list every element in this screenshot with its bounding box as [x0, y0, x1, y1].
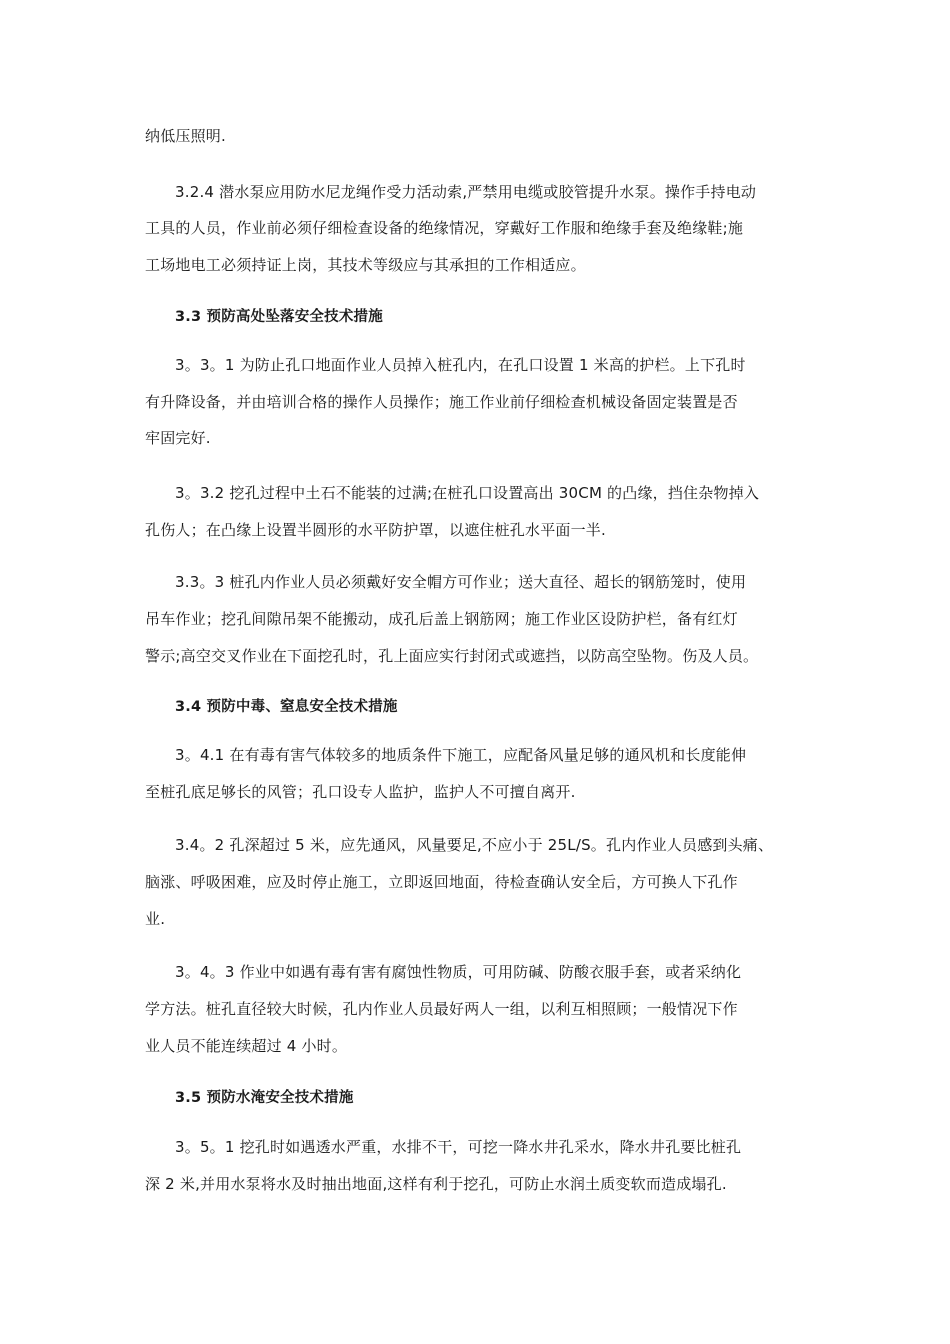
paragraph-line: 工具的人员，作业前必须仔细检查设备的绝缘情况，穿戴好工作服和绝缘手套及绝缘鞋;施 [145, 219, 744, 237]
paragraph-line: 有升降设备，并由培训合格的操作人员操作；施工作业前仔细检查机械设备固定装置是否 [145, 393, 738, 411]
paragraph-line: 3.4。2 孔深超过 5 米，应先通风，风量要足,不应小于 25L/S。孔内作业人员感到头痛、 [175, 836, 774, 854]
paragraph-line: 深 2 米,并用水泵将水及时抽出地面,这样有利于挖孔，可防止水润土质变软而造成塌孔. [145, 1175, 727, 1193]
paragraph-line: 业人员不能连续超过 4 小时。 [145, 1037, 348, 1055]
paragraph-line: 3。3.2 挖孔过程中土石不能装的过满;在桩孔口设置高出 30CM 的凸缘，挡住杂物掉入 [175, 484, 760, 502]
paragraph-line: 3。5。1 挖孔时如遇透水严重，水排不干，可挖一降水井孔采水，降水井孔要比桩孔 [175, 1138, 742, 1156]
section-heading: 3.5 预防水淹安全技术措施 [175, 1090, 354, 1106]
paragraph-line: 3.2.4 潜水泵应用防水尼龙绳作受力活动索,严禁用电缆或胶管提升水泵。操作手持电动 [175, 183, 757, 201]
paragraph-line: 3.3。3 桩孔内作业人员必须戴好安全帽方可作业；送大直径、超长的钢筋笼时，使用 [175, 573, 747, 591]
paragraph-line: 牢固完好. [145, 429, 211, 447]
paragraph-line: 3。3。1 为防止孔口地面作业人员掉入桩孔内，在孔口设置 1 米高的护栏。上下孔时 [175, 356, 746, 374]
paragraph-line: 工场地电工必须持证上岗，其技术等级应与其承担的工作相适应。 [145, 256, 586, 274]
paragraph-line: 纳低压照明. [145, 127, 226, 145]
paragraph-line: 吊车作业；挖孔间隙吊架不能搬动，成孔后盖上钢筋网；施工作业区设防护栏，备有红灯 [145, 610, 738, 628]
paragraph-line: 孔伤人；在凸缘上设置半圆形的水平防护罩，以遮住桩孔水平面一半. [145, 521, 606, 539]
section-heading: 3.3 预防高处坠落安全技术措施 [175, 309, 383, 325]
paragraph-line: 学方法。桩孔直径较大时候，孔内作业人员最好两人一组，以利互相照顾；一般情况下作 [145, 1000, 738, 1018]
paragraph-line: 业. [145, 910, 166, 928]
section-heading: 3.4 预防中毒、窒息安全技术措施 [175, 699, 398, 715]
paragraph-line: 3。4.1 在有毒有害气体较多的地质条件下施工，应配备风量足够的通风机和长度能伸 [175, 746, 747, 764]
paragraph-line: 3。4。3 作业中如遇有毒有害有腐蚀性物质，可用防碱、防酸衣服手套，或者采纳化 [175, 963, 742, 981]
paragraph-line: 至桩孔底足够长的风管；孔口设专人监护，监护人不可擅自离开. [145, 783, 576, 801]
paragraph-line: 警示;高空交叉作业在下面挖孔时，孔上面应实行封闭式或遮挡，以防高空坠物。伤及人员。 [145, 647, 759, 665]
paragraph-line: 脑涨、呼吸困难，应及时停止施工，立即返回地面，待检查确认安全后，方可换人下孔作 [145, 873, 738, 891]
